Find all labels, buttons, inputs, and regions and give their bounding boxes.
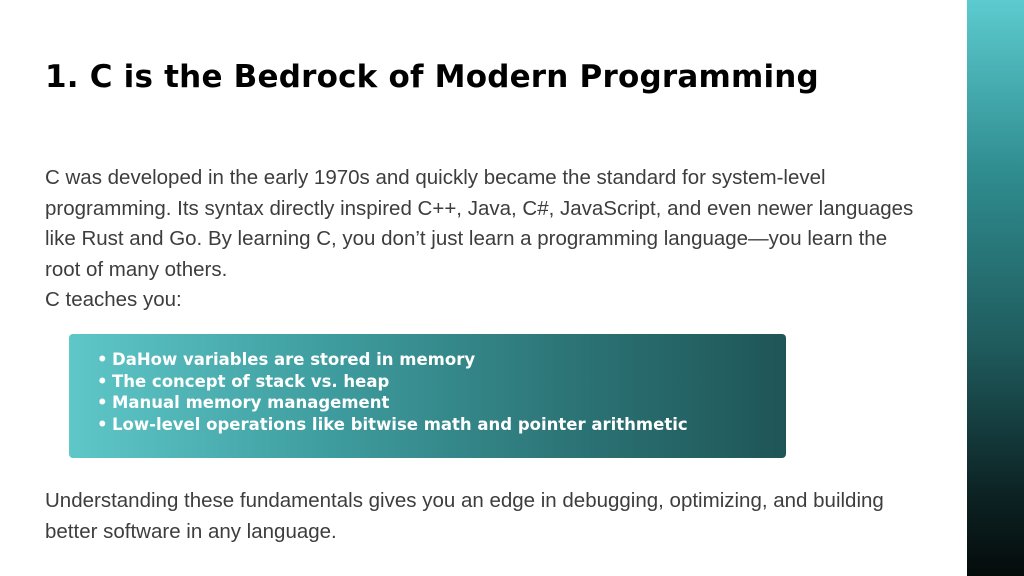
bullet-text: Low-level operations like bitwise math and pointer arithmetic — [112, 414, 688, 434]
bullet-item — [97, 349, 786, 371]
closing-paragraph: Understanding these fundamentals gives you an edge in debugging, optimizing, and building better software in any language. — [45, 489, 884, 543]
bullet-item — [97, 371, 786, 393]
intro-paragraph: C was developed in the early 1970s and quickly became the standard for system-level programming. Its syntax directly inspired C++, Java, C#, JavaScript, and even newer languages like Rust and Go. By learning C, you don’t just learn a programming language—you learn the root of many others. — [45, 166, 914, 281]
slide-title: 1. C is the Bedrock of Modern Programming — [45, 59, 819, 95]
bullet-text: The concept of stack vs. heap — [112, 371, 390, 391]
bullet-dot-icon: • — [97, 393, 108, 412]
bullet-text: Manual memory management — [112, 393, 390, 412]
teaches-label: C teaches you: — [45, 288, 182, 311]
teaches-callout-box — [69, 334, 786, 458]
bullet-dot-icon: • — [97, 350, 108, 369]
decorative-side-band — [967, 0, 1024, 576]
bullet-dot-icon: • — [97, 371, 108, 391]
teaches-bullet-list — [97, 349, 786, 435]
bullet-item — [97, 414, 786, 436]
bullet-text: DaHow variables are stored in memory — [112, 350, 476, 369]
bullet-dot-icon: • — [97, 414, 108, 434]
intro-text-block — [45, 163, 925, 316]
bullet-item — [97, 392, 786, 414]
